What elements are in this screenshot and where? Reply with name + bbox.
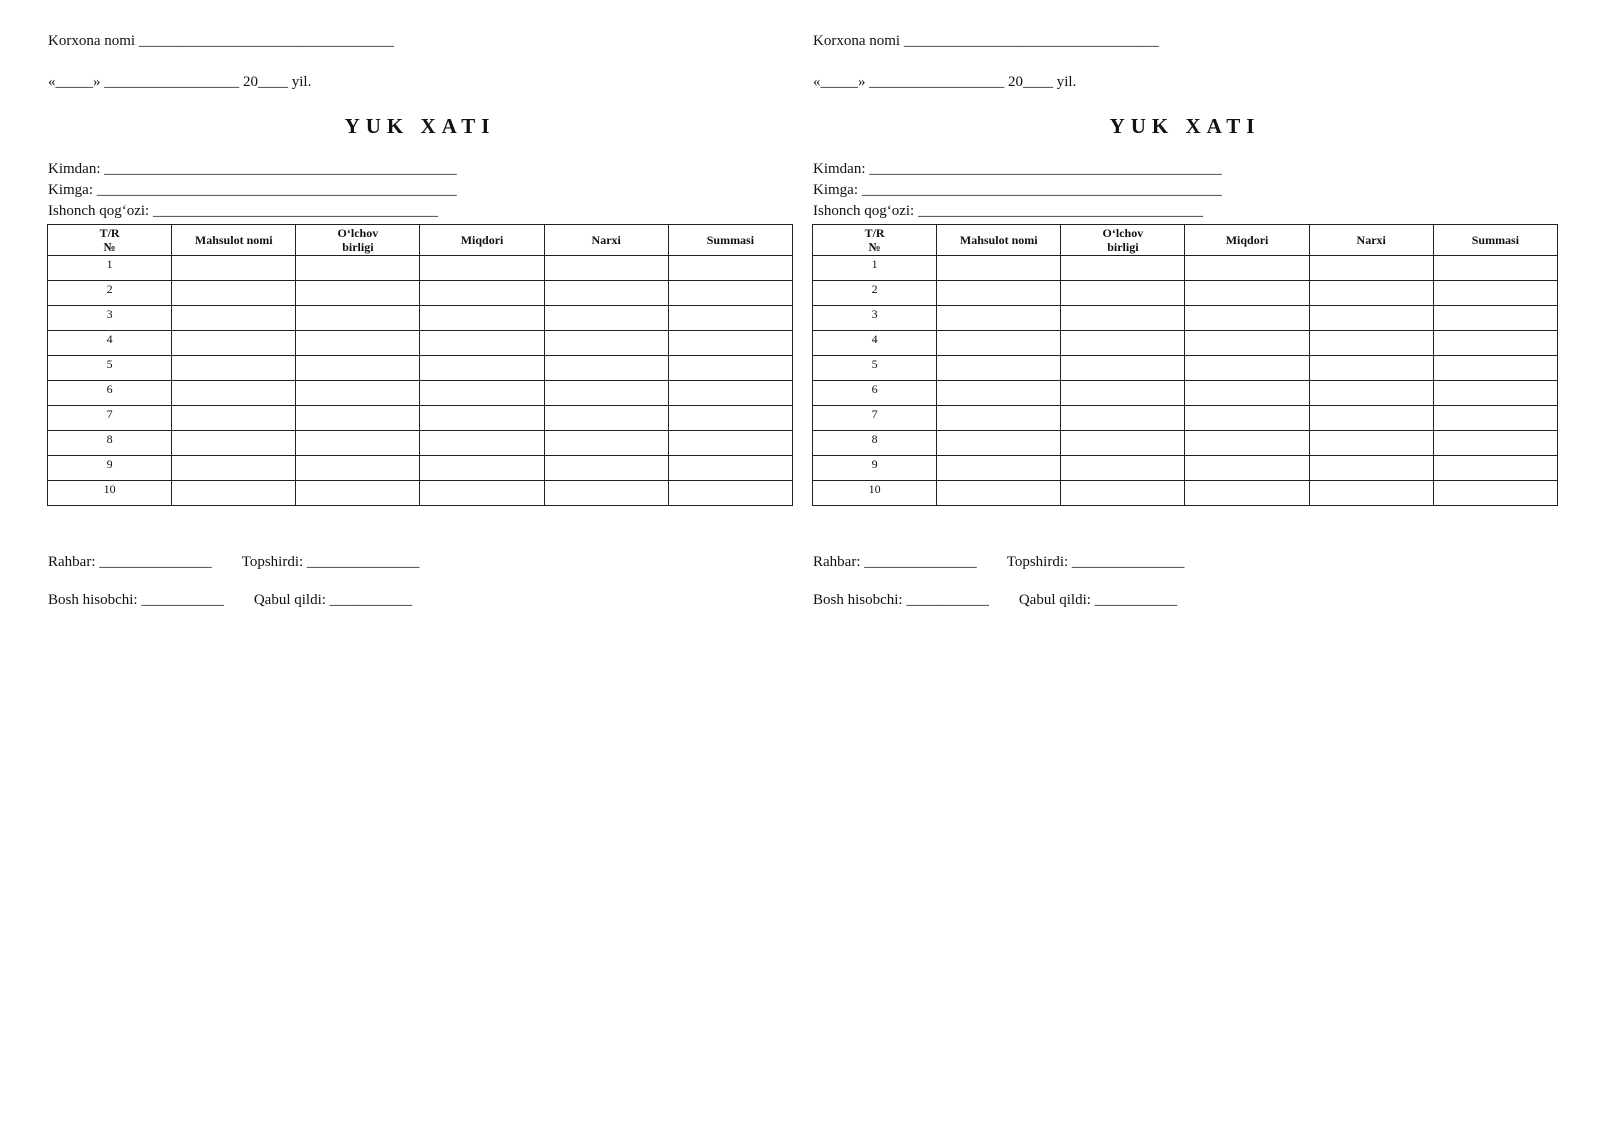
column-header-label: Mahsulot nomi — [959, 233, 1038, 247]
empty-cell — [1433, 306, 1557, 331]
row-number-cell: 6 — [48, 381, 172, 406]
empty-cell — [296, 481, 420, 506]
empty-cell — [544, 281, 668, 306]
empty-cell — [1433, 356, 1557, 381]
row-number-cell: 8 — [813, 431, 937, 456]
column-header — [172, 225, 296, 256]
received-signature: Qabul qildi: ___________ — [1018, 592, 1178, 608]
handed-over-signature: Topshirdi: _______________ — [1006, 554, 1185, 570]
empty-cell — [1309, 456, 1433, 481]
column-header — [48, 225, 172, 256]
table-header-row — [48, 225, 793, 256]
empty-cell — [1061, 381, 1185, 406]
empty-cell — [1185, 331, 1309, 356]
column-header — [1185, 225, 1309, 256]
column-header — [296, 225, 420, 256]
empty-cell — [544, 456, 668, 481]
table-header-row — [813, 225, 1558, 256]
manager-signature: Rahbar: _______________ — [48, 554, 212, 570]
empty-cell — [1309, 256, 1433, 281]
row-number-cell: 10 — [813, 481, 937, 506]
from-line: Kimdan: _______________________________________________ — [48, 161, 457, 177]
empty-cell — [1185, 456, 1309, 481]
column-header-label-line2: № — [103, 240, 116, 254]
empty-cell — [296, 256, 420, 281]
empty-cell — [1309, 406, 1433, 431]
empty-cell — [1433, 381, 1557, 406]
column-header-label: Narxi — [1356, 233, 1386, 247]
empty-cell — [172, 456, 296, 481]
row-number-cell: 1 — [813, 256, 937, 281]
empty-cell — [1061, 306, 1185, 331]
table-row — [813, 281, 1558, 306]
empty-cell — [172, 356, 296, 381]
table-row — [48, 306, 793, 331]
empty-cell — [420, 256, 544, 281]
row-number-cell: 6 — [813, 381, 937, 406]
empty-cell — [1185, 256, 1309, 281]
column-header-label: O‘lchov — [337, 226, 379, 240]
empty-cell — [1309, 431, 1433, 456]
table-row — [48, 481, 793, 506]
empty-cell — [937, 356, 1061, 381]
empty-cell — [1433, 406, 1557, 431]
empty-cell — [1309, 381, 1433, 406]
empty-cell — [1309, 356, 1433, 381]
empty-cell — [937, 456, 1061, 481]
empty-cell — [1185, 281, 1309, 306]
table-row — [813, 456, 1558, 481]
column-header-label: Narxi — [591, 233, 621, 247]
table-row — [48, 281, 793, 306]
empty-cell — [1185, 481, 1309, 506]
empty-cell — [1433, 481, 1557, 506]
empty-cell — [172, 256, 296, 281]
row-number-cell: 8 — [48, 431, 172, 456]
empty-cell — [420, 431, 544, 456]
empty-cell — [420, 331, 544, 356]
column-header-label: T/R — [99, 226, 120, 240]
empty-cell — [1185, 356, 1309, 381]
empty-cell — [1061, 406, 1185, 431]
date-line: «_____» __________________ 20____ yil. — [813, 74, 1077, 90]
table-row — [813, 256, 1558, 281]
table-row — [813, 431, 1558, 456]
empty-cell — [937, 481, 1061, 506]
row-number-cell: 3 — [48, 306, 172, 331]
empty-cell — [668, 331, 792, 356]
column-header — [1433, 225, 1557, 256]
column-header-label-line2: birligi — [342, 240, 374, 254]
empty-cell — [668, 481, 792, 506]
empty-cell — [420, 381, 544, 406]
to-line: Kimga: ________________________________________________ — [48, 182, 457, 198]
empty-cell — [937, 281, 1061, 306]
empty-cell — [1061, 481, 1185, 506]
empty-cell — [544, 356, 668, 381]
row-number-cell: 9 — [813, 456, 937, 481]
empty-cell — [937, 431, 1061, 456]
empty-cell — [296, 456, 420, 481]
manager-signature: Rahbar: _______________ — [813, 554, 977, 570]
empty-cell — [668, 281, 792, 306]
table-row — [813, 406, 1558, 431]
signature-row-2 — [48, 591, 412, 609]
empty-cell — [544, 406, 668, 431]
empty-cell — [296, 306, 420, 331]
empty-cell — [668, 456, 792, 481]
column-header-label: Summasi — [706, 233, 755, 247]
waybill-form-left — [47, 0, 797, 640]
to-line: Kimga: ________________________________________________ — [813, 182, 1222, 198]
handed-over-signature: Topshirdi: _______________ — [241, 554, 420, 570]
column-header-label: O‘lchov — [1102, 226, 1144, 240]
empty-cell — [544, 431, 668, 456]
empty-cell — [544, 306, 668, 331]
empty-cell — [668, 356, 792, 381]
empty-cell — [296, 381, 420, 406]
empty-cell — [172, 481, 296, 506]
proxy-line: Ishonch qog‘ozi: ______________________________________ — [48, 203, 438, 219]
column-header-label: Miqdori — [460, 233, 504, 247]
empty-cell — [296, 331, 420, 356]
empty-cell — [1061, 456, 1185, 481]
empty-cell — [544, 481, 668, 506]
table-row — [48, 331, 793, 356]
empty-cell — [420, 456, 544, 481]
empty-cell — [1433, 256, 1557, 281]
form-title: YUK XATI — [1109, 114, 1261, 138]
table-row — [48, 256, 793, 281]
row-number-cell: 2 — [48, 281, 172, 306]
waybill-form-right — [812, 0, 1562, 640]
table-row — [813, 381, 1558, 406]
column-header — [420, 225, 544, 256]
empty-cell — [420, 356, 544, 381]
column-header-label: Summasi — [1471, 233, 1520, 247]
proxy-line: Ishonch qog‘ozi: ______________________________________ — [813, 203, 1203, 219]
form-title: YUK XATI — [344, 114, 496, 138]
empty-cell — [937, 306, 1061, 331]
signature-row-2 — [813, 591, 1177, 609]
chief-accountant-signature: Bosh hisobchi: ___________ — [48, 592, 224, 608]
row-number-cell: 9 — [48, 456, 172, 481]
empty-cell — [668, 256, 792, 281]
empty-cell — [1433, 281, 1557, 306]
goods-table — [812, 224, 1558, 506]
date-line: «_____» __________________ 20____ yil. — [48, 74, 312, 90]
signature-row-1 — [813, 553, 1184, 571]
empty-cell — [1433, 456, 1557, 481]
column-header — [1061, 225, 1185, 256]
empty-cell — [172, 281, 296, 306]
row-number-cell: 5 — [48, 356, 172, 381]
table-row — [48, 406, 793, 431]
empty-cell — [420, 281, 544, 306]
empty-cell — [1309, 306, 1433, 331]
empty-cell — [296, 406, 420, 431]
received-signature: Qabul qildi: ___________ — [253, 592, 413, 608]
empty-cell — [937, 406, 1061, 431]
column-header — [668, 225, 792, 256]
column-header-label: Mahsulot nomi — [194, 233, 273, 247]
empty-cell — [544, 331, 668, 356]
row-number-cell: 2 — [813, 281, 937, 306]
table-row — [813, 306, 1558, 331]
table-row — [48, 431, 793, 456]
empty-cell — [296, 281, 420, 306]
empty-cell — [172, 306, 296, 331]
column-header — [1309, 225, 1433, 256]
empty-cell — [1061, 256, 1185, 281]
empty-cell — [420, 306, 544, 331]
empty-cell — [1309, 481, 1433, 506]
signature-row-1 — [48, 553, 419, 571]
empty-cell — [1185, 406, 1309, 431]
table-row — [48, 456, 793, 481]
row-number-cell: 10 — [48, 481, 172, 506]
table-row — [813, 331, 1558, 356]
row-number-cell: 5 — [813, 356, 937, 381]
empty-cell — [1061, 331, 1185, 356]
empty-cell — [1061, 281, 1185, 306]
empty-cell — [668, 306, 792, 331]
column-header-label-line2: № — [868, 240, 881, 254]
empty-cell — [172, 331, 296, 356]
empty-cell — [172, 381, 296, 406]
column-header — [544, 225, 668, 256]
row-number-cell: 1 — [48, 256, 172, 281]
empty-cell — [668, 381, 792, 406]
empty-cell — [420, 406, 544, 431]
empty-cell — [937, 331, 1061, 356]
empty-cell — [544, 381, 668, 406]
column-header — [813, 225, 937, 256]
row-number-cell: 3 — [813, 306, 937, 331]
table-row — [813, 481, 1558, 506]
company-name-line: Korxona nomi __________________________________ — [813, 33, 1159, 49]
company-name-line: Korxona nomi __________________________________ — [48, 33, 394, 49]
empty-cell — [296, 431, 420, 456]
empty-cell — [296, 356, 420, 381]
empty-cell — [1185, 431, 1309, 456]
table-row — [813, 356, 1558, 381]
empty-cell — [1309, 331, 1433, 356]
empty-cell — [420, 481, 544, 506]
empty-cell — [668, 431, 792, 456]
table-row — [48, 381, 793, 406]
row-number-cell: 4 — [813, 331, 937, 356]
row-number-cell: 4 — [48, 331, 172, 356]
empty-cell — [1185, 381, 1309, 406]
empty-cell — [1061, 431, 1185, 456]
empty-cell — [1433, 431, 1557, 456]
empty-cell — [544, 256, 668, 281]
goods-table — [47, 224, 793, 506]
empty-cell — [172, 431, 296, 456]
table-row — [48, 356, 793, 381]
empty-cell — [1433, 331, 1557, 356]
empty-cell — [1309, 281, 1433, 306]
empty-cell — [668, 406, 792, 431]
row-number-cell: 7 — [48, 406, 172, 431]
row-number-cell: 7 — [813, 406, 937, 431]
column-header — [937, 225, 1061, 256]
empty-cell — [1061, 356, 1185, 381]
empty-cell — [937, 256, 1061, 281]
empty-cell — [1185, 306, 1309, 331]
empty-cell — [937, 381, 1061, 406]
from-line: Kimdan: _______________________________________________ — [813, 161, 1222, 177]
column-header-label-line2: birligi — [1107, 240, 1139, 254]
empty-cell — [172, 406, 296, 431]
column-header-label: Miqdori — [1225, 233, 1269, 247]
column-header-label: T/R — [864, 226, 885, 240]
chief-accountant-signature: Bosh hisobchi: ___________ — [813, 592, 989, 608]
